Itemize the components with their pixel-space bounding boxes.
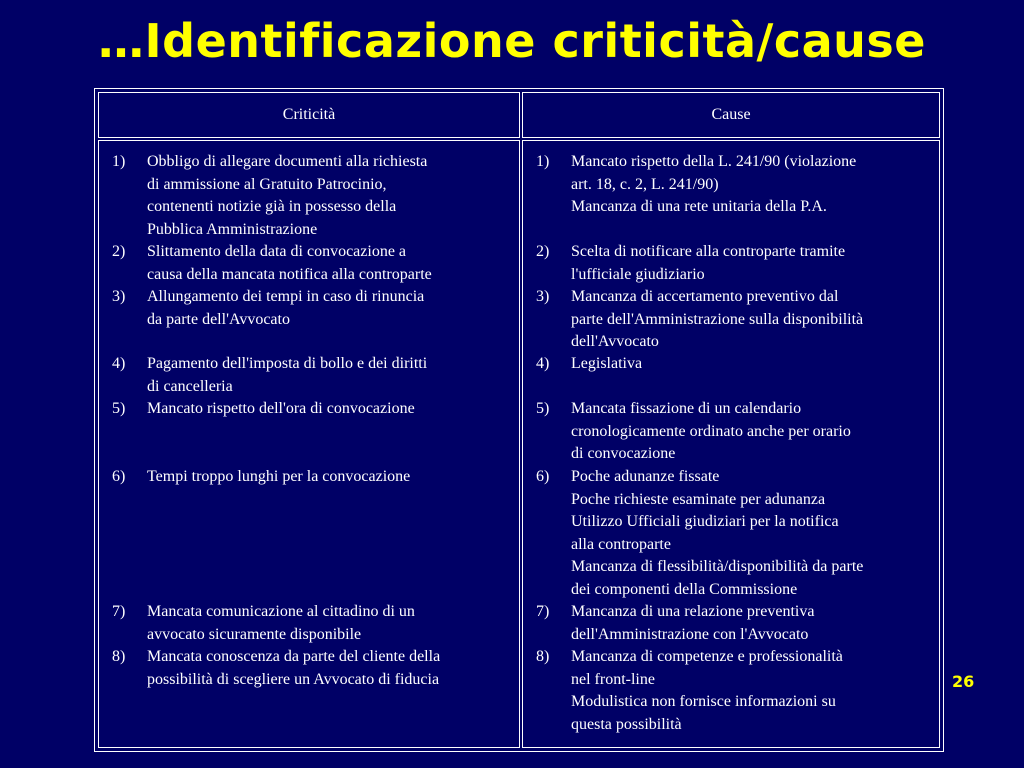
criticita-item-line: causa della mancata notifica alla controparte [147, 265, 432, 283]
slide-title: …Identificazione criticità/cause [98, 14, 926, 68]
cause-item-text [571, 646, 933, 736]
criticita-item-line: Tempi troppo lunghi per la convocazione [147, 468, 411, 485]
criticita-item-number: 8) [112, 648, 126, 665]
criticita-item-text [147, 241, 513, 286]
cause-item-line: Mancanza di flessibilità/disponibilità da parte [571, 558, 864, 575]
criticita-item-line: Pagamento dell'imposta di bollo e dei diritti [147, 355, 428, 372]
criticita-item-text [147, 466, 513, 489]
criticita-item-text [147, 601, 513, 646]
cause-item-line: l'ufficiale giudiziario [571, 265, 705, 283]
criticita-item-line: Mancata conoscenza da parte del cliente della [147, 648, 441, 665]
criticita-column [98, 140, 520, 748]
criticita-item-line: Mancato rispetto dell'ora di convocazione [147, 400, 415, 417]
criticita-item-text [147, 398, 513, 421]
cause-item-text [571, 241, 933, 286]
cause-item-line: parte dell'Amministrazione sulla disponibilità [571, 310, 864, 328]
cause-item-number: 6) [536, 468, 550, 485]
page-number: 26 [952, 672, 975, 691]
cause-item-line: art. 18, c. 2, L. 241/90) [571, 175, 719, 193]
cause-item-number: 8) [536, 648, 550, 665]
criticita-item-number: 5) [112, 400, 126, 417]
cause-item-line: Poche adunanze fissate [571, 468, 720, 485]
criticita-item-line: Allungamento dei tempi in caso di rinuncia [147, 288, 425, 305]
cause-item-line: alla controparte [571, 535, 671, 553]
cause-item-text [571, 398, 933, 466]
criticita-item-number: 7) [112, 603, 126, 620]
criticita-item-text [147, 353, 513, 398]
cause-item-number: 1) [536, 153, 550, 170]
cause-item-text [571, 601, 933, 646]
cause-item-line: questa possibilità [571, 715, 682, 733]
cause-item-line: Mancanza di accertamento preventivo dal [571, 288, 839, 305]
cause-item-text [571, 286, 933, 354]
cause-item-line: dell'Avvocato [571, 333, 659, 350]
criticita-item-line: possibilità di scegliere un Avvocato di fiducia [147, 670, 440, 688]
criticita-item-line: Slittamento della data di convocazione a [147, 243, 407, 260]
cause-item-number: 7) [536, 603, 550, 620]
criticita-item-number: 1) [112, 153, 126, 170]
cause-item-line: nel front-line [571, 670, 655, 688]
criticita-item-text [147, 151, 513, 241]
criticita-item-line: Obbligo di allegare documenti alla richiesta [147, 153, 428, 170]
header-criticita-cell [98, 92, 520, 138]
criticita-item-text [147, 646, 513, 691]
cause-column [522, 140, 940, 748]
cause-item-number: 3) [536, 288, 550, 305]
cause-item-number: 2) [536, 243, 550, 260]
criticita-item-line: Pubblica Amministrazione [147, 220, 318, 238]
cause-item-line: Mancanza di una rete unitaria della P.A. [571, 198, 827, 215]
cause-item-line: di convocazione [571, 445, 676, 462]
cause-item-line: dei componenti della Commissione [571, 580, 798, 598]
header-criticita: Criticità [282, 106, 336, 123]
criticita-item-text [147, 286, 513, 331]
criticita-item-number: 3) [112, 288, 126, 305]
criticita-item-line: Mancata comunicazione al cittadino di un [147, 603, 415, 620]
cause-item-line: Scelta di notificare alla controparte tramite [571, 243, 846, 260]
criticita-item-line: da parte dell'Avvocato [147, 310, 290, 328]
criticita-item-number: 2) [112, 243, 126, 260]
cause-item-line: Mancata fissazione di un calendario [571, 400, 802, 417]
criticita-item-line: avvocato sicuramente disponibile [147, 625, 362, 643]
cause-item-line: Mancanza di una relazione preventiva [571, 603, 815, 620]
cause-item-line: Modulistica non fornisce informazioni su [571, 693, 836, 710]
criticita-item-line: contenenti notizie già in possesso della [147, 198, 397, 215]
cause-item-line: Mancanza di competenze e professionalità [571, 648, 843, 665]
header-cause-cell [522, 92, 940, 138]
cause-item-line: Mancato rispetto della L. 241/90 (violazione [571, 153, 857, 170]
criticita-cause-table [94, 88, 944, 752]
cause-item-line: Legislativa [571, 355, 643, 372]
criticita-item-number: 6) [112, 468, 126, 485]
cause-item-line: cronologicamente ordinato anche per orario [571, 422, 851, 440]
cause-item-line: Poche richieste esaminate per adunanza [571, 490, 826, 508]
criticita-item-line: di cancelleria [147, 377, 233, 395]
cause-item-text [571, 353, 933, 376]
cause-item-text [571, 151, 933, 219]
criticita-item-number: 4) [112, 355, 126, 372]
cause-item-line: Utilizzo Ufficiali giudiziari per la notifica [571, 513, 839, 530]
cause-item-line: dell'Amministrazione con l'Avvocato [571, 625, 809, 643]
cause-item-text [571, 466, 933, 601]
criticita-item-line: di ammissione al Gratuito Patrocinio, [147, 175, 387, 193]
cause-item-number: 4) [536, 355, 550, 372]
header-cause: Cause [711, 106, 751, 123]
cause-item-number: 5) [536, 400, 550, 417]
